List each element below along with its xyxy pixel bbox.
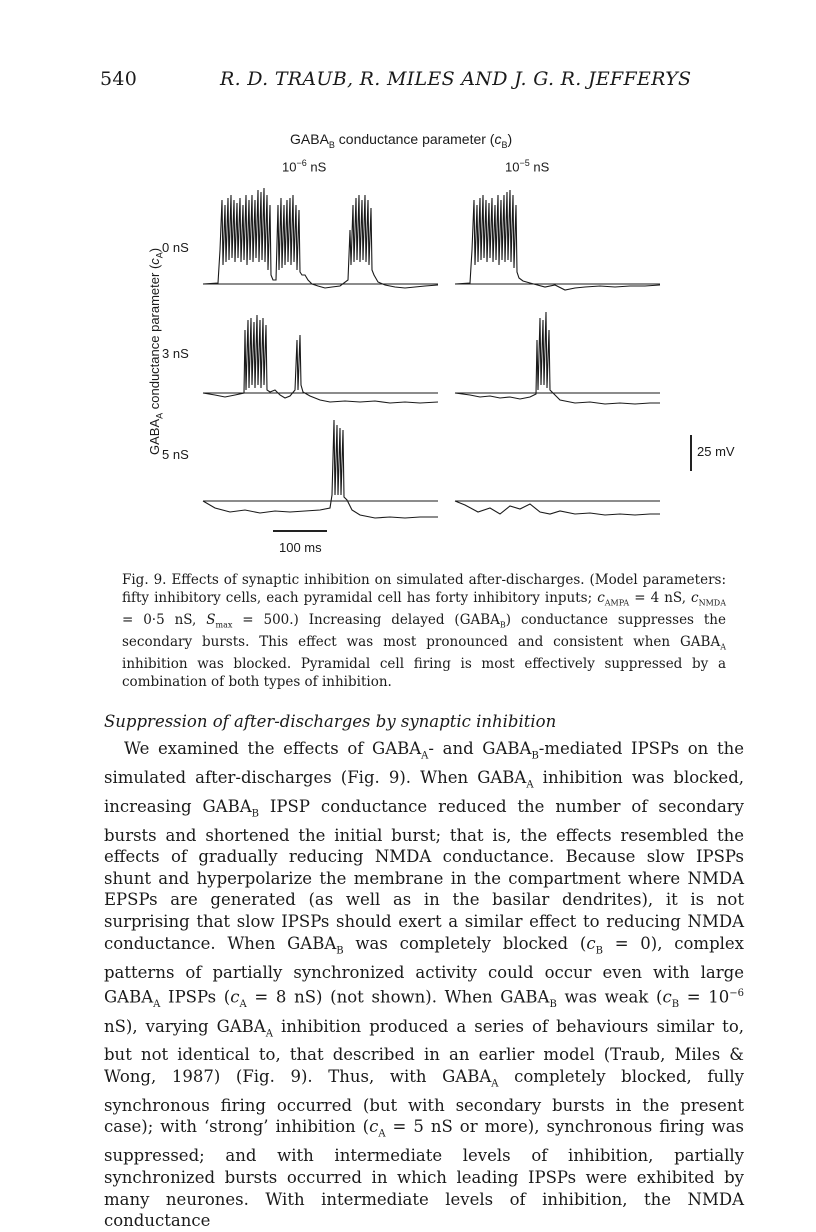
row-label-0: 0 nS	[162, 240, 189, 255]
trace-r3-c2	[455, 501, 660, 515]
body-paragraph: We examined the effects of $GABA_A-$ and $GABA_B$-mediated IPSPs on the simulated after-discharges (Fig. 9). When $GABA_A$ inhibition was blocked, increasing $GABA_B$ IPSP conductance reduced the number of secondary bursts and shortened the initial burst; that is, the effects resembled the effects of gradually reducing NMDA conductance. Because slow IPSPs shunt and hyperpolarize the membrane in the compartment where NMDA EPSPs are generated (as well as in the basilar dendrites), it is not surprising that slow IPSPs should exert a similar effect to reducing NMDA conductance. When $GABA_B$ was completely blocked $(c_B = 0)$, complex patterns of partially synchronized activity could occur even with large $GABA_A$ IPSPs ($c_A = 8$ nS) (not shown). When $GABA_B$ was weak ($c_B = 10^{-6}$ nS), varying $GABA_A$ inhibition produced a series of behaviours similar to, but not identical to, that described in an earlier model (Traub, Miles & Wong, 1987) (Fig. 9). Thus, with $GABA_A$ completely blocked, fully synchronous firing occurred (but with secondary bursts in the present case); with ‘strong’ inhibition ($c_A = 5$ nS or more), synchronous firing was suppressed; and with intermediate levels of inhibition, partially synchronized bursts occurred in which leading IPSPs were exhibited by many neurones. With intermediate levels of inhibition, the NMDA conductance	[104, 739, 745, 1231]
trace-r1-c1	[203, 188, 438, 288]
row-label-5: 5 nS	[162, 447, 189, 462]
figure-y-label: $GABA_A$ conductance parameter $(c_A)$	[147, 247, 165, 455]
figure-top-label: $GABA_B$ conductance parameter $(c_B)$	[290, 131, 513, 150]
figure-caption: Fig. 9. Effects of synaptic inhibition on simulated after-discharges. (Model parameters: fifty inhibitory cells, each pyramidal cell has forty inhibitory inputs; $c_{AMPA} = 4$ nS, $c_{NMDA} = 0\cdot 5$ nS, $S_{max} = 500$.) Increasing delayed $(GABA_B)$ conductance suppresses the secondary bursts. This effect was most pronounced and consistent when $GABA_A$ inhibition was blocked. Pyramidal cell firing is most effectively suppressed by a combination of both types of inhibition.	[122, 572, 726, 690]
column-label-1: $10^{-6}$ nS	[282, 158, 327, 175]
page-number: 540	[100, 68, 138, 90]
author-line: R. D. TRAUB, R. MILES AND J. G. R. JEFFERYS	[220, 68, 692, 90]
trace-r2-c1	[203, 315, 438, 403]
trace-r1-c2	[455, 190, 660, 290]
trace-r3-c1	[203, 420, 438, 518]
section-heading: Suppression of after-discharges by synaptic inhibition	[104, 712, 557, 731]
trace-r2-c2	[455, 312, 660, 404]
time-scale-bar	[273, 530, 327, 532]
voltage-scale-bar	[690, 435, 692, 471]
row-label-3: 3 nS	[162, 346, 189, 361]
voltage-traces	[0, 0, 816, 600]
time-scale-label: 100 ms	[279, 540, 322, 555]
column-label-2: $10^{-5}$ nS	[505, 158, 550, 175]
voltage-scale-label: 25 mV	[697, 444, 735, 459]
